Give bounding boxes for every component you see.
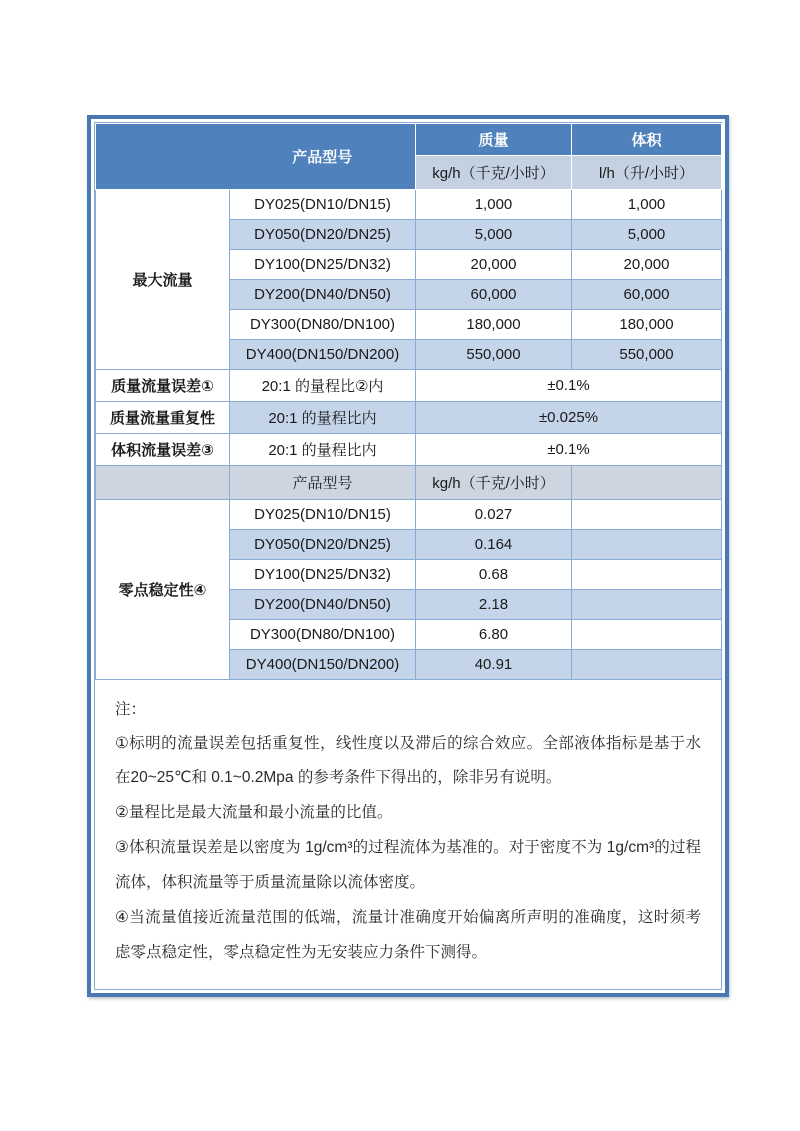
flowmeter-spec-table [95, 123, 722, 680]
zero-value-cell: 0.68 [416, 560, 572, 590]
footnote-2: ②量程比是最大流量和最小流量的比值。 [115, 804, 393, 822]
zero-value-cell: 6.80 [416, 620, 572, 650]
spec-label: 质量流量误差① [96, 370, 230, 402]
volume-value-cell: 60,000 [572, 280, 722, 310]
model-cell: DY100(DN25/DN32) [230, 560, 416, 590]
spec-value: ±0.025% [416, 402, 722, 434]
volume-value-cell: 180,000 [572, 310, 722, 340]
spec-row-repeatability [96, 402, 722, 434]
model-cell: DY400(DN150/DN200) [230, 650, 416, 680]
model-cell: DY200(DN40/DN50) [230, 590, 416, 620]
model-cell: DY050(DN20/DN25) [230, 220, 416, 250]
mass-value-cell: 5,000 [416, 220, 572, 250]
zero-stability-row [96, 500, 722, 530]
spec-label: 体积流量误差③ [96, 434, 230, 466]
volume-value-cell: 550,000 [572, 340, 722, 370]
zero-value-cell: 40.91 [416, 650, 572, 680]
spec-value: ±0.1% [416, 370, 722, 402]
model-cell: DY025(DN10/DN15) [230, 190, 416, 220]
mass-value-cell: 20,000 [416, 250, 572, 280]
header-volume: 体积 [572, 124, 722, 156]
spec-condition: 20:1 的量程比内 [230, 402, 416, 434]
model-cell: DY300(DN80/DN100) [230, 620, 416, 650]
footnote-4: ④当流量值接近流量范围的低端，流量计准确度开始偏离所声明的准确度，这时须考虑零点稳定性，零点稳定性为无安装应力条件下测得。 [115, 908, 701, 961]
zero-filler-cell [572, 620, 722, 650]
max-flow-label: 最大流量 [96, 190, 230, 370]
zero-header-empty-cell [96, 466, 230, 500]
max-flow-row [96, 190, 722, 220]
model-cell: DY200(DN40/DN50) [230, 280, 416, 310]
footnote-1: ①标明的流量误差包括重复性，线性度以及滞后的综合效应。全部液体指标是基于水在20~25℃和 0.1~0.2Mpa 的参考条件下得出的，除非另有说明。 [115, 734, 701, 787]
zero-filler-cell [572, 500, 722, 530]
zero-header-filler-cell [572, 466, 722, 500]
zero-value-cell: 0.164 [416, 530, 572, 560]
mass-value-cell: 1,000 [416, 190, 572, 220]
header-row-top [96, 124, 722, 156]
mass-value-cell: 60,000 [416, 280, 572, 310]
spec-value: ±0.1% [416, 434, 722, 466]
zero-header-unit: kg/h（千克/小时） [416, 466, 572, 500]
header-volume-unit: l/h（升/小时） [572, 156, 722, 190]
footnote-3: ③体积流量误差是以密度为 1g/cm³的过程流体为基准的。对于密度不为 1g/cm³的过程流体，体积流量等于质量流量除以流体密度。 [115, 839, 701, 892]
model-cell: DY300(DN80/DN100) [230, 310, 416, 340]
zero-filler-cell [572, 560, 722, 590]
zero-stability-label: 零点稳定性④ [96, 500, 230, 680]
zero-header-product-model: 产品型号 [230, 466, 416, 500]
mass-value-cell: 180,000 [416, 310, 572, 340]
spec-row-mass-error [96, 370, 722, 402]
spec-sheet-inner [94, 122, 722, 990]
model-cell: DY100(DN25/DN32) [230, 250, 416, 280]
zero-filler-cell [572, 650, 722, 680]
header-empty-cell [96, 124, 230, 190]
spec-label: 质量流量重复性 [96, 402, 230, 434]
spec-condition: 20:1 的量程比②内 [230, 370, 416, 402]
volume-value-cell: 5,000 [572, 220, 722, 250]
model-cell: DY050(DN20/DN25) [230, 530, 416, 560]
header-mass: 质量 [416, 124, 572, 156]
zero-filler-cell [572, 530, 722, 560]
volume-value-cell: 1,000 [572, 190, 722, 220]
header-product-model: 产品型号 [230, 124, 416, 190]
mass-value-cell: 550,000 [416, 340, 572, 370]
spec-condition: 20:1 的量程比内 [230, 434, 416, 466]
footnotes-title: 注： [115, 701, 147, 718]
volume-value-cell: 20,000 [572, 250, 722, 280]
model-cell: DY025(DN10/DN15) [230, 500, 416, 530]
zero-section-header [96, 466, 722, 500]
footnotes [95, 680, 721, 989]
header-mass-unit: kg/h（千克/小时） [416, 156, 572, 190]
zero-value-cell: 2.18 [416, 590, 572, 620]
spec-sheet-frame [87, 115, 729, 997]
model-cell: DY400(DN150/DN200) [230, 340, 416, 370]
zero-value-cell: 0.027 [416, 500, 572, 530]
spec-row-volume-error [96, 434, 722, 466]
zero-filler-cell [572, 590, 722, 620]
